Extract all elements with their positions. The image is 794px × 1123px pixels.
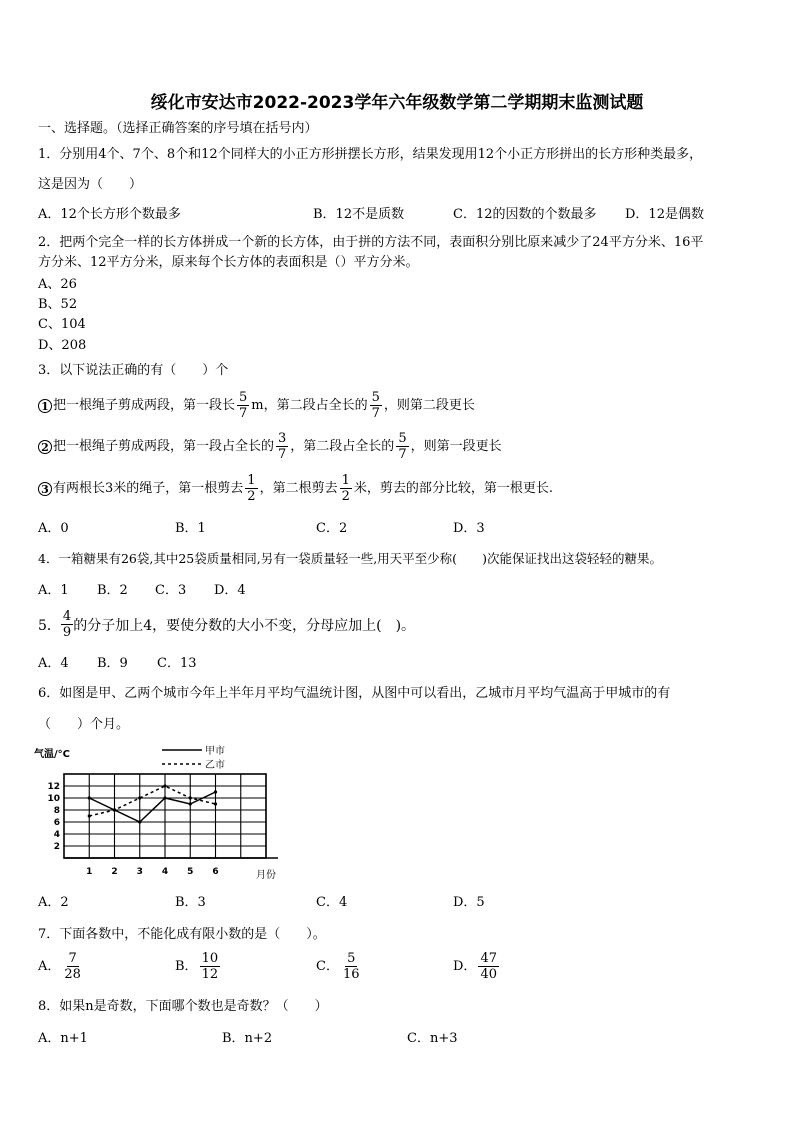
statement-text: 有两根长3米的绳子，第一根剪去 bbox=[53, 480, 244, 496]
q2-option-a: A、26 bbox=[38, 277, 77, 292]
y-tick-label: 8 bbox=[53, 806, 60, 816]
q8-stem: 8．如果n是奇数，下面哪个数也是奇数？（ ） bbox=[38, 999, 328, 1014]
numerator: 3 bbox=[278, 431, 287, 446]
q2-option-c: C、104 bbox=[38, 317, 86, 332]
statement-text: ，第二段占全长的 bbox=[290, 438, 395, 454]
fraction bbox=[62, 951, 83, 982]
fraction bbox=[341, 951, 362, 982]
data-point bbox=[163, 784, 166, 787]
q6-option-a: A．2 bbox=[38, 895, 69, 910]
q3-statement-1 bbox=[38, 390, 475, 421]
data-point bbox=[214, 802, 217, 805]
q7-option-c bbox=[316, 951, 364, 982]
fraction bbox=[237, 390, 249, 421]
question-text: 的分子加上4，要使分数的大小不变，分母应加上( )。 bbox=[73, 617, 416, 634]
q5-stem bbox=[38, 609, 415, 640]
data-point bbox=[189, 796, 192, 799]
statement-text: ，第二根剪去 bbox=[259, 480, 338, 496]
x-tick-label: 1 bbox=[86, 867, 93, 877]
y-tick-label: 12 bbox=[47, 782, 60, 792]
question-number: 5． bbox=[38, 617, 61, 634]
x-tick-label: 3 bbox=[136, 867, 143, 877]
y-tick-label: 2 bbox=[53, 842, 60, 852]
y-axis-label: 气温/°C bbox=[34, 749, 70, 760]
circled-number: 1 bbox=[38, 399, 52, 413]
numerator: 5 bbox=[371, 390, 380, 405]
q3-stem: 3．以下说法正确的有（ ）个 bbox=[38, 363, 229, 378]
fraction bbox=[245, 473, 257, 504]
q3-option-b: B．1 bbox=[175, 521, 206, 536]
temperature-line-chart bbox=[30, 742, 290, 884]
q1-stem-line1: 1．分别用4个、7个、8个和12个同样大的小正方形拼摆长方形，结果发现用12个小正方形拼出的长方形种类最多， bbox=[38, 147, 703, 162]
option-label: B． bbox=[175, 958, 198, 974]
q8-option-b: B．n+2 bbox=[222, 1031, 273, 1046]
q2-option-b: B、52 bbox=[38, 297, 78, 312]
q1-option-a: A．12个长方形个数最多 bbox=[38, 207, 181, 222]
y-tick-label: 10 bbox=[47, 794, 60, 804]
denominator: 7 bbox=[371, 406, 380, 421]
denominator: 7 bbox=[239, 406, 248, 421]
circled-number: 2 bbox=[38, 440, 52, 454]
denominator: 40 bbox=[480, 967, 497, 982]
q1-stem-line2: 这是因为（ ） bbox=[38, 177, 143, 192]
denominator: 28 bbox=[64, 967, 81, 982]
numerator: 5 bbox=[347, 951, 356, 966]
fraction bbox=[370, 390, 382, 421]
numerator: 5 bbox=[239, 390, 248, 405]
statement-text: ，则第二段更长 bbox=[383, 397, 475, 413]
denominator: 2 bbox=[247, 489, 256, 504]
section-heading: 一、选择题。（选择正确答案的序号填在括号内） bbox=[38, 121, 318, 136]
y-tick-label: 4 bbox=[53, 830, 60, 840]
q3-option-c: C．2 bbox=[316, 521, 348, 536]
denominator: 7 bbox=[278, 447, 287, 462]
option-label: D． bbox=[453, 958, 477, 974]
q5-option-a: A．4 bbox=[38, 656, 69, 671]
fraction bbox=[276, 431, 288, 462]
q7-option-b bbox=[175, 951, 222, 982]
numerator: 47 bbox=[480, 951, 497, 966]
chart-marks bbox=[88, 784, 217, 823]
data-point bbox=[214, 790, 217, 793]
data-point bbox=[138, 820, 141, 823]
option-label: A． bbox=[38, 958, 61, 974]
data-point bbox=[113, 808, 116, 811]
q4-option-c: C．3 bbox=[155, 583, 187, 598]
fraction bbox=[396, 431, 408, 462]
x-axis-label: 月份 bbox=[256, 870, 276, 881]
q8-option-a: A．n+1 bbox=[38, 1031, 88, 1046]
numerator: 5 bbox=[398, 431, 407, 446]
q7-stem: 7．下面各数中，不能化成有限小数的是（ ）。 bbox=[38, 927, 326, 942]
numerator: 7 bbox=[68, 951, 77, 966]
denominator: 2 bbox=[341, 489, 350, 504]
q3-option-a: A．0 bbox=[38, 521, 69, 536]
numerator: 10 bbox=[201, 951, 219, 966]
q6-option-d: D．5 bbox=[453, 895, 485, 910]
q6-option-b: B．3 bbox=[175, 895, 206, 910]
statement-text: ，则第一段更长 bbox=[410, 438, 502, 454]
q7-option-d bbox=[453, 951, 501, 982]
fraction bbox=[200, 951, 221, 982]
q6-stem-line1: 6．如图是甲、乙两个城市今年上半年月平均气温统计图，从图中可以看出，乙城市月平均气温高于甲城市的有 bbox=[38, 686, 671, 701]
denominator: 7 bbox=[398, 447, 407, 462]
numerator: 1 bbox=[247, 473, 256, 488]
q3-statement-2 bbox=[38, 431, 502, 462]
q2-stem-line1: 2．把两个完全一样的长方体拼成一个新的长方体，由于拼的方法不同，表面积分别比原来减少了24平方分米、16平 bbox=[38, 235, 704, 250]
y-tick-label: 6 bbox=[53, 818, 60, 828]
q1-option-d: D．12是偶数 bbox=[625, 207, 704, 222]
denominator: 16 bbox=[342, 967, 360, 982]
q8-option-c: C．n+3 bbox=[407, 1031, 458, 1046]
statement-text: 米，剪去的部分比较，第一根更长. bbox=[353, 480, 553, 496]
denominator: 9 bbox=[62, 625, 72, 640]
statement-text: 把一根绳子剪成两段，第一段长 bbox=[53, 397, 236, 413]
q4-stem: 4．一箱糖果有26袋,其中25袋质量相同,另有一袋质量轻一些,用天平至少称( )次能保证找出这袋轻轻的糖果。 bbox=[38, 551, 662, 566]
q1-option-b: B．12不是质数 bbox=[313, 207, 405, 222]
q4-option-a: A．1 bbox=[38, 583, 69, 598]
x-tick-label: 6 bbox=[212, 867, 219, 877]
data-point bbox=[189, 802, 192, 805]
q7-option-a bbox=[38, 951, 85, 982]
statement-text: m，第二段占全长的 bbox=[251, 397, 368, 413]
q6-option-c: C．4 bbox=[316, 895, 348, 910]
q2-stem-line2: 方分米、12平方分米，原来每个长方体的表面积是（）平方分米。 bbox=[38, 255, 419, 270]
fraction bbox=[478, 951, 499, 982]
q4-option-d: D．4 bbox=[214, 583, 246, 598]
q2-option-d: D、208 bbox=[38, 338, 87, 353]
q5-option-c: C．13 bbox=[157, 656, 197, 671]
data-point bbox=[163, 796, 166, 799]
q5-option-b: B．9 bbox=[97, 656, 128, 671]
data-point bbox=[88, 796, 91, 799]
numerator: 4 bbox=[62, 609, 72, 624]
q3-option-d: D．3 bbox=[453, 521, 485, 536]
legend-label-yi: 乙市 bbox=[205, 760, 225, 771]
x-tick-label: 4 bbox=[161, 867, 169, 877]
legend-label-jia: 甲市 bbox=[205, 746, 225, 757]
denominator: 12 bbox=[201, 967, 219, 982]
page-title: 绥化市安达市2022-2023学年六年级数学第二学期期末监测试题 bbox=[150, 93, 644, 113]
statement-text: 把一根绳子剪成两段，第一段占全长的 bbox=[53, 438, 275, 454]
option-label: C． bbox=[316, 958, 339, 974]
x-tick-label: 2 bbox=[111, 867, 118, 877]
q1-option-c: C．12的因数的个数最多 bbox=[453, 207, 597, 222]
q4-option-b: B．2 bbox=[97, 583, 128, 598]
fraction bbox=[61, 609, 73, 640]
data-point bbox=[88, 814, 91, 817]
chart-axes bbox=[47, 774, 278, 877]
q3-statement-3 bbox=[38, 473, 553, 504]
series-line-jia bbox=[89, 792, 215, 822]
q6-stem-line2: （ ）个月。 bbox=[38, 717, 130, 732]
numerator: 1 bbox=[341, 473, 350, 488]
data-point bbox=[138, 796, 141, 799]
fraction bbox=[340, 473, 352, 504]
circled-number: 3 bbox=[38, 482, 52, 496]
x-tick-label: 5 bbox=[187, 867, 194, 877]
